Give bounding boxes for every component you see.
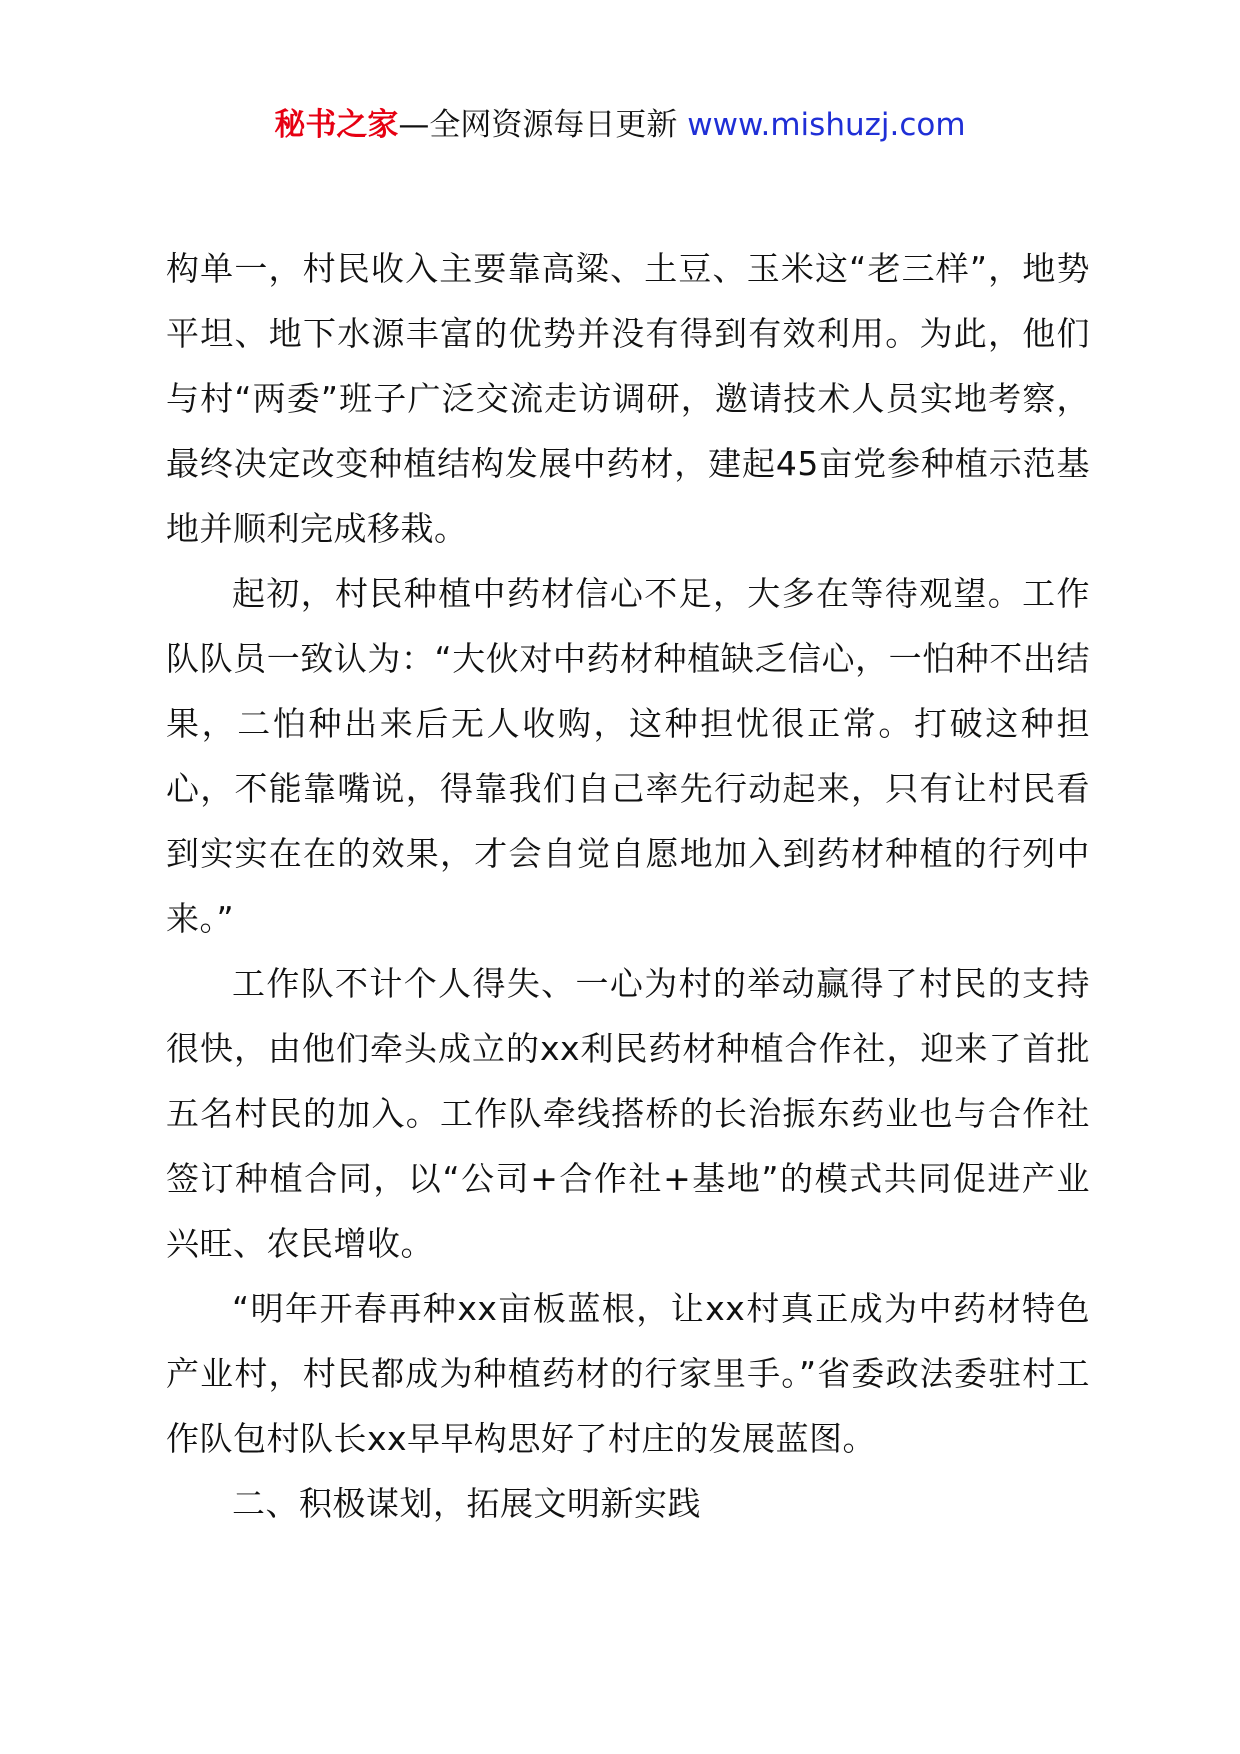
paragraph-continued: 构单一，村民收入主要靠高粱、土豆、玉米这“老三样”，地势平坦、地下水源丰富的优势并没有得到有效利用。为此，他们与村“两委”班子广泛交流走访调研，邀请技术人员实地考察，最终决定改变种植结构发展中药材，建起45亩党参种植示范基地并顺利完成移栽。 [166,249,1090,548]
section-heading: 二、积极谋划，拓展文明新实践 [232,1484,701,1523]
site-header [0,102,1240,148]
site-tagline: —全网资源每日更新 [398,107,688,143]
site-brand: 秘书之家 [274,107,399,143]
site-url[interactable]: www.mishuzj.com [687,107,966,143]
paragraph: 起初，村民种植中药材信心不足，大多在等待观望。工作队队员一致认为：“大伙对中药材种植缺乏信心，一怕种不出结果，二怕种出来后无人收购，这种担忧很正常。打破这种担心，不能靠嘴说，得靠我们自己率先行动起来，只有让村民看到实实在在的效果，才会自觉自愿地加入到药材种植的行列中来。” [166,574,1090,938]
paragraph: 工作队不计个人得失、一心为村的举动赢得了村民的支持很快，由他们牵头成立的xx利民药材种植合作社，迎来了首批五名村民的加入。工作队牵线搭桥的长治振东药业也与合作社签订种植合同，以“公司+合作社+基地”的模式共同促进产业兴旺、农民增收。 [166,964,1090,1263]
paragraph: “明年开春再种xx亩板蓝根，让xx村真正成为中药材特色产业村，村民都成为种植药材的行家里手。”省委政法委驻村工作队包村队长xx早早构思好了村庄的发展蓝图。 [166,1289,1090,1458]
document-body [166,236,1090,1536]
